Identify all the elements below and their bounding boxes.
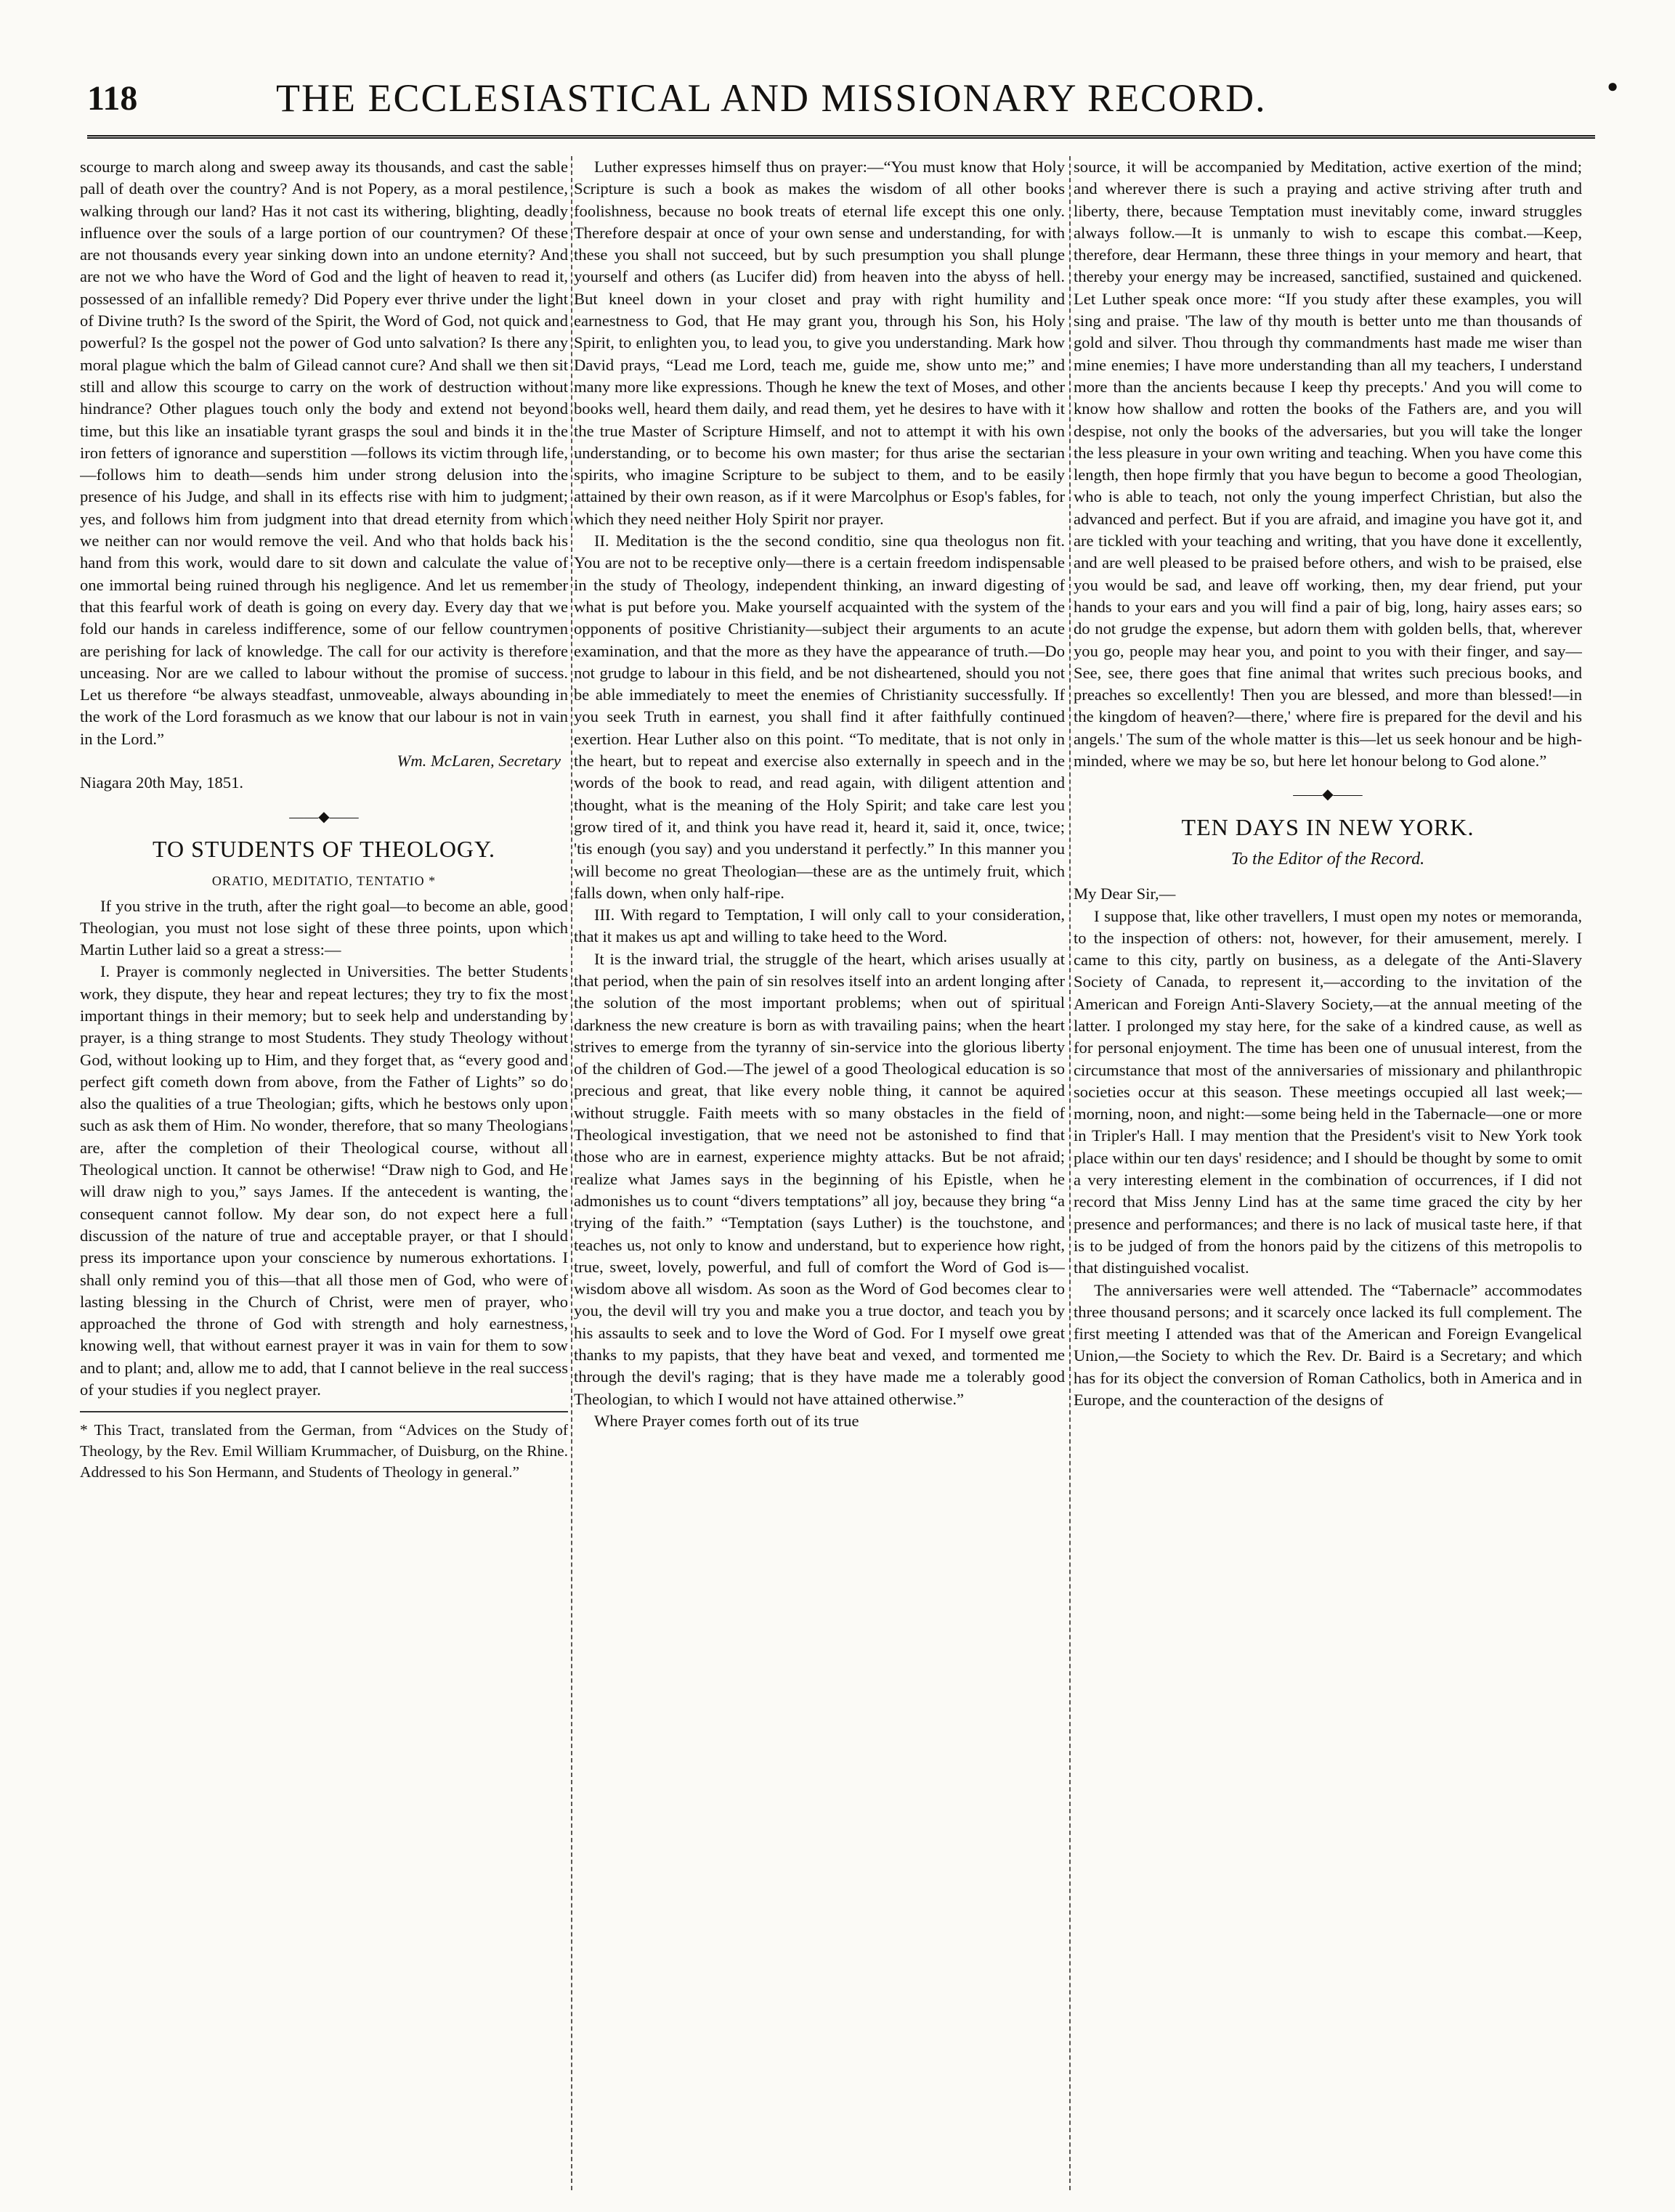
article-dateline: Niagara 20th May, 1851.	[80, 773, 244, 792]
article-paragraph: Where Prayer comes forth out of its true	[594, 1411, 859, 1430]
article-paragraph: If you strive in the truth, after the right goal—to become an able, good Theologian, you must not lose sight of these three points, upon which Martin Luther laid so a great a stress:—	[80, 896, 568, 959]
section-heading: TO STUDENTS OF THEOLOGY.	[152, 835, 496, 862]
journal-title: THE ECCLESIASTICAL AND MISSIONARY RECORD.	[276, 76, 1267, 120]
column-2	[574, 156, 1065, 2196]
ink-mark-icon: ●	[1607, 76, 1618, 97]
section-separator: ——◆——	[289, 808, 359, 825]
section-subheading: To the Editor of the Record.	[1230, 849, 1425, 869]
article-paragraph: It is the inward trial, the struggle of the heart, which arises usually at that period, when the pain of sin resolves itself into an ardent longing after the solution of the most important problems; when out of spiritual darkness the new creature is born as with travailing pains; when the heart strives to emerge from the tyranny of sin-service into the glorious liberty of the children of God.—The jewel of a good Theological education is so precious and great, that like every noble thing, it cannot be aquired without struggle. Faith meets with so many obstacles in the field of Theological investigation, that we need not be astonished to find that those who are in earnest, experience mighty attacks. But be not afraid; realize what James says in the beginning of his Epistle, when he admonishes us to count “divers temptations” all joy, because they bring “a trying of the faith.” “Temptation (says Luther) is the touchstone, and teaches us, not only to know and understand, but to experience how right, true, sweet, lovely, powerful, and full of comfort the Word of God is—wisdom above all wisdom. As soon as the Word of God becomes clear to you, the devil will try you and make you a true doctor, and teach you by his assaults to seek and to love the Word of God. For I myself owe great thanks to my papists, that they have beat and vexed, and tormented me through the devil's raging; that is they have made me a tolerably good Theologian, to which I would not have attained otherwise.”	[574, 949, 1065, 1408]
article-paragraph: source, it will be accompanied by Meditation, active exertion of the mind; and wherever there is such a praying and active striving after truth and liberty, there, because Temptation must inevitably come, inward struggles always follow.—It is unmanly to wish to escape this combat.—Keep, therefore, dear Hermann, these three things in your memory and heart, that thereby your energy may be increased, sanctified, sustained and quickened. Let Luther speak once more: “If you study after these examples, you will sing and praise. 'The law of thy mouth is better unto me than thousands of gold and silver. Thou through thy commandments hast made me wiser than mine enemies; I have more understanding than all my teachers, I understand more than the ancients because I keep thy precepts.' And you will come to know how shallow and rotten the books of the Fathers are, and you will despise, not only the books of the adversaries, but you will take the longer the less pleasure in your own writing and teaching. When you have come this length, then hope firmly that you have begun to become a good Theologian, who is able to teach, not only the young imperfect Christian, but also the advanced and perfect. But if you are afraid, and imagine you have got it, and are tickled with your teaching and writing, that you have done it excellently, and are well pleased to be praised before others, and wish to be praised, else you would be sad, and leave off working, then, my dear friend, put your hands to your ears and you will find a pair of big, long, hairy asses ears; so do not grudge the expense, but adorn them with golden bells, that, wherever you go, people may hear you, and point to you with their finger, and say—See, see, there goes that fine animal that writes such precious books, and preaches so excellently! Then you are blessed, and more than blessed!—in the kingdom of heaven?—there,' where fire is prepared for the devil and his angels.' The sum of the whole matter is this—let us seek honour and be high-minded, where we may be so, but here let honour belong to God alone.”	[1074, 158, 1582, 770]
article-paragraph: III. With regard to Temptation, I will only call to your consideration, that it makes us apt and willing to take heed to the Word.	[574, 906, 1065, 946]
column-1	[80, 156, 568, 2196]
letter-salutation: My Dear Sir,—	[1074, 885, 1176, 903]
article-paragraph: The anniversaries were well attended. The “Tabernacle” accommodates three thousand persons; and it scarcely once lacked its full complement. The first meeting I attended was that of the American and Foreign Evangelical Union,—the Society to which the Rev. Dr. Baird is a Secretary; and which has for its object the conversion of Roman Catholics, both in America and in Europe, and the counteraction of the designs of	[1074, 1280, 1582, 1410]
footnote: * This Tract, translated from the German, from “Advices on the Study of Theology, by the Rev. Emil William Krummacher, of Duisburg, on the Rhine. Addressed to his Son Hermann, and Students of Theology in general.”	[80, 1411, 568, 1482]
column-3	[1074, 156, 1582, 2196]
article-paragraph: II. Meditation is the the second conditio, sine qua theologus non fit. You are not to be receptive only—there is a certain freedom indispensable in the study of Theology, independent thinking, an inward digesting of what is put before you. Make yourself acquainted with the system of the opponents of positive Christianity—subject their arguments to an acute examination, and that the more as they have the appearance of truth.—Do not grudge to labour in this field, and be not disheartened, should you not be able immediately to meet the enemies of Christianity successfully. If you seek Truth in earnest, you shall find it after faithfully continued exertion. Hear Luther also on this point. “To meditate, that is not only in the heart, but to repeat and exercise also externally in speech and in the words of the book to read, and read again, with diligent attention and thought, what is the meaning of the Holy Spirit; and take care lest you grow tired of it, and think you have read it, heard it, said it, once, twice; 'tis enough (you say) and you understand it perfectly.” In this manner you will become no great Theologian—these are as the untimely fruit, which falls down, when only half-ripe.	[574, 532, 1065, 902]
section-heading: TEN DAYS IN NEW YORK.	[1181, 813, 1475, 840]
header-rule	[87, 135, 1595, 139]
column-divider	[1069, 156, 1071, 2190]
article-paragraph: I suppose that, like other travellers, I must open my notes or memoranda, to the inspection of others: not, however, for their amusement, merely. I came to this city, partly on business, as a delegate of the Anti-Slavery Society of Canada, to represent it,—according to the invitation of the American and Foreign Anti-Slavery Society,—at the annual meeting of the latter. I prolonged my stay here, for the sake of a kindred cause, as well as for personal enjoyment. The time has been one of unusual interest, from the circumstance that most of the anniversaries of missionary and philanthropic societies occur at this season. These meetings occupied all last week;—morning, noon, and night:—some being held in the Tabernacle—one or more in Tripler's Hall. I may mention that the President's visit to New York took place within our ten days' residence; and I should be thought by some to omit a very interesting element in the combination of occurrences, if I did not record that Miss Jenny Lind has at the same time graced the city by her presence and performances; and there is no lack of musical taste here, if that is to be judged of from the honors paid by the citizens of this metropolis to that distinguished vocalist.	[1074, 906, 1582, 1277]
section-separator: ——◆——	[1293, 786, 1363, 803]
page-number: 118	[87, 79, 138, 118]
article-paragraph: Luther expresses himself thus on prayer:—“You must know that Holy Scripture is such a book as makes the wisdom of all other books foolishness, because no book treats of eternal life except this one only. Therefore despair at once of your own sense and understanding, for with these you shall not succeed, but by such presumption you shall plunge yourself and others (as Lucifer did) from heaven into the abyss of hell. But kneel down in your closet and pray with right humility and earnestness to God, that He may grant you, through his Son, his Holy Spirit, to enlighten you, to lead you, to give you understanding. Mark how David prays, “Lead me Lord, teach me, guide me, show unto me;” and many more like expressions. Though he knew the text of Moses, and other books well, heard them daily, and read them, yet he desires to have with it the true Master of Scripture Himself, and not to attempt it with his own understanding, or to become his own master; for thus arise the sectarian spirits, who imagine Scripture to be subject to them, and to be easily attained by their own reason, as if it were Marcolphus or Esop's fables, for which they need neither Holy Spirit nor prayer.	[574, 158, 1065, 528]
section-subheading: ORATIO, MEDITATIO, TENTATIO *	[211, 874, 437, 889]
article-paragraph: I. Prayer is commonly neglected in Universities. The better Students work, they dispute, they hear and repeat lectures; they try to fix the most important things in their memory; but to seek help and understanding by prayer, is a thing strange to most Students. They study Theology without God, without looking up to Him, and they forget that, as “every good and perfect gift cometh down from above, from the Father of Lights” so do also the qualities of a true Theologian; gifts, which he bestows only upon such as ask them of Him. No wonder, therefore, that so many Theologians are, after the completion of their Theological course, without all Theological unction. It cannot be otherwise! “Draw nigh to God, and He will draw nigh to you,” says James. If the antecedent is wanting, the consequent cannot follow. My dear son, do not expect here a full discussion of the nature of true and acceptable prayer, or that I should press its importance upon your conscience by numerous exhortations. I shall only remind you of this—that all those men of God, who were of lasting blessing in the Church of Christ, were men of prayer, who approached the throne of God with strength and holy earnestness, knowing well, that without earnest prayer it was in vain for them to sow and to plant; and, allow me to add, that I cannot believe in the real success of your studies if you neglect prayer.	[80, 962, 568, 1399]
article-paragraph: scourge to march along and sweep away its thousands, and cast the sable pall of death over the country? And is not Popery, as a moral pestilence, walking through our land? Has it not cast its withering, blighting, deadly influence over the souls of a large portion of our countrymen? Of these are not thousands every year sinking down into an undone eternity? And are not we who have the Word of God and the light of heaven to read it, possessed of an infallible remedy? Did Popery ever thrive under the light of Divine truth? Is the sword of the Spirit, the Word of God, not quick and powerful? Is the gospel not the power of God unto salvation? Is there any moral plague which the balm of Gilead cannot cure? And shall we then sit still and allow this scourge to carry on the work of destruction without hindrance? Other plagues touch only the body and extend not beyond time, but this like an insatiable tyrant grasps the soul and binds it in the iron fetters of ignorance and superstition —follows its victim through life,—follows him to death—sends him under strong delusion into the presence of his Judge, and shall in its effects rise with him to judgment; yes, and follows him from judgment into that dread eternity from which we neither can nor would remove the veil. And who that holds back his hand from this work, would dare to sit down and calculate the value of one immortal being ruined through his negligence. And let us remember that this fearful work of death is going on every day. Every day that we fold our hands in careless indifference, some of our fellow countrymen are perishing for lack of knowledge. The call for our activity is therefore unceasing. Nor are we called to labour without the promise of success. Let us therefore “be always steadfast, unmoveable, always abounding in the work of the Lord forasmuch as we know that our labour is not in vain in the Lord.”	[80, 158, 568, 748]
column-divider	[571, 156, 572, 2190]
article-signature: Wm. McLaren, Secretary	[397, 752, 561, 770]
page-header	[87, 73, 1595, 123]
